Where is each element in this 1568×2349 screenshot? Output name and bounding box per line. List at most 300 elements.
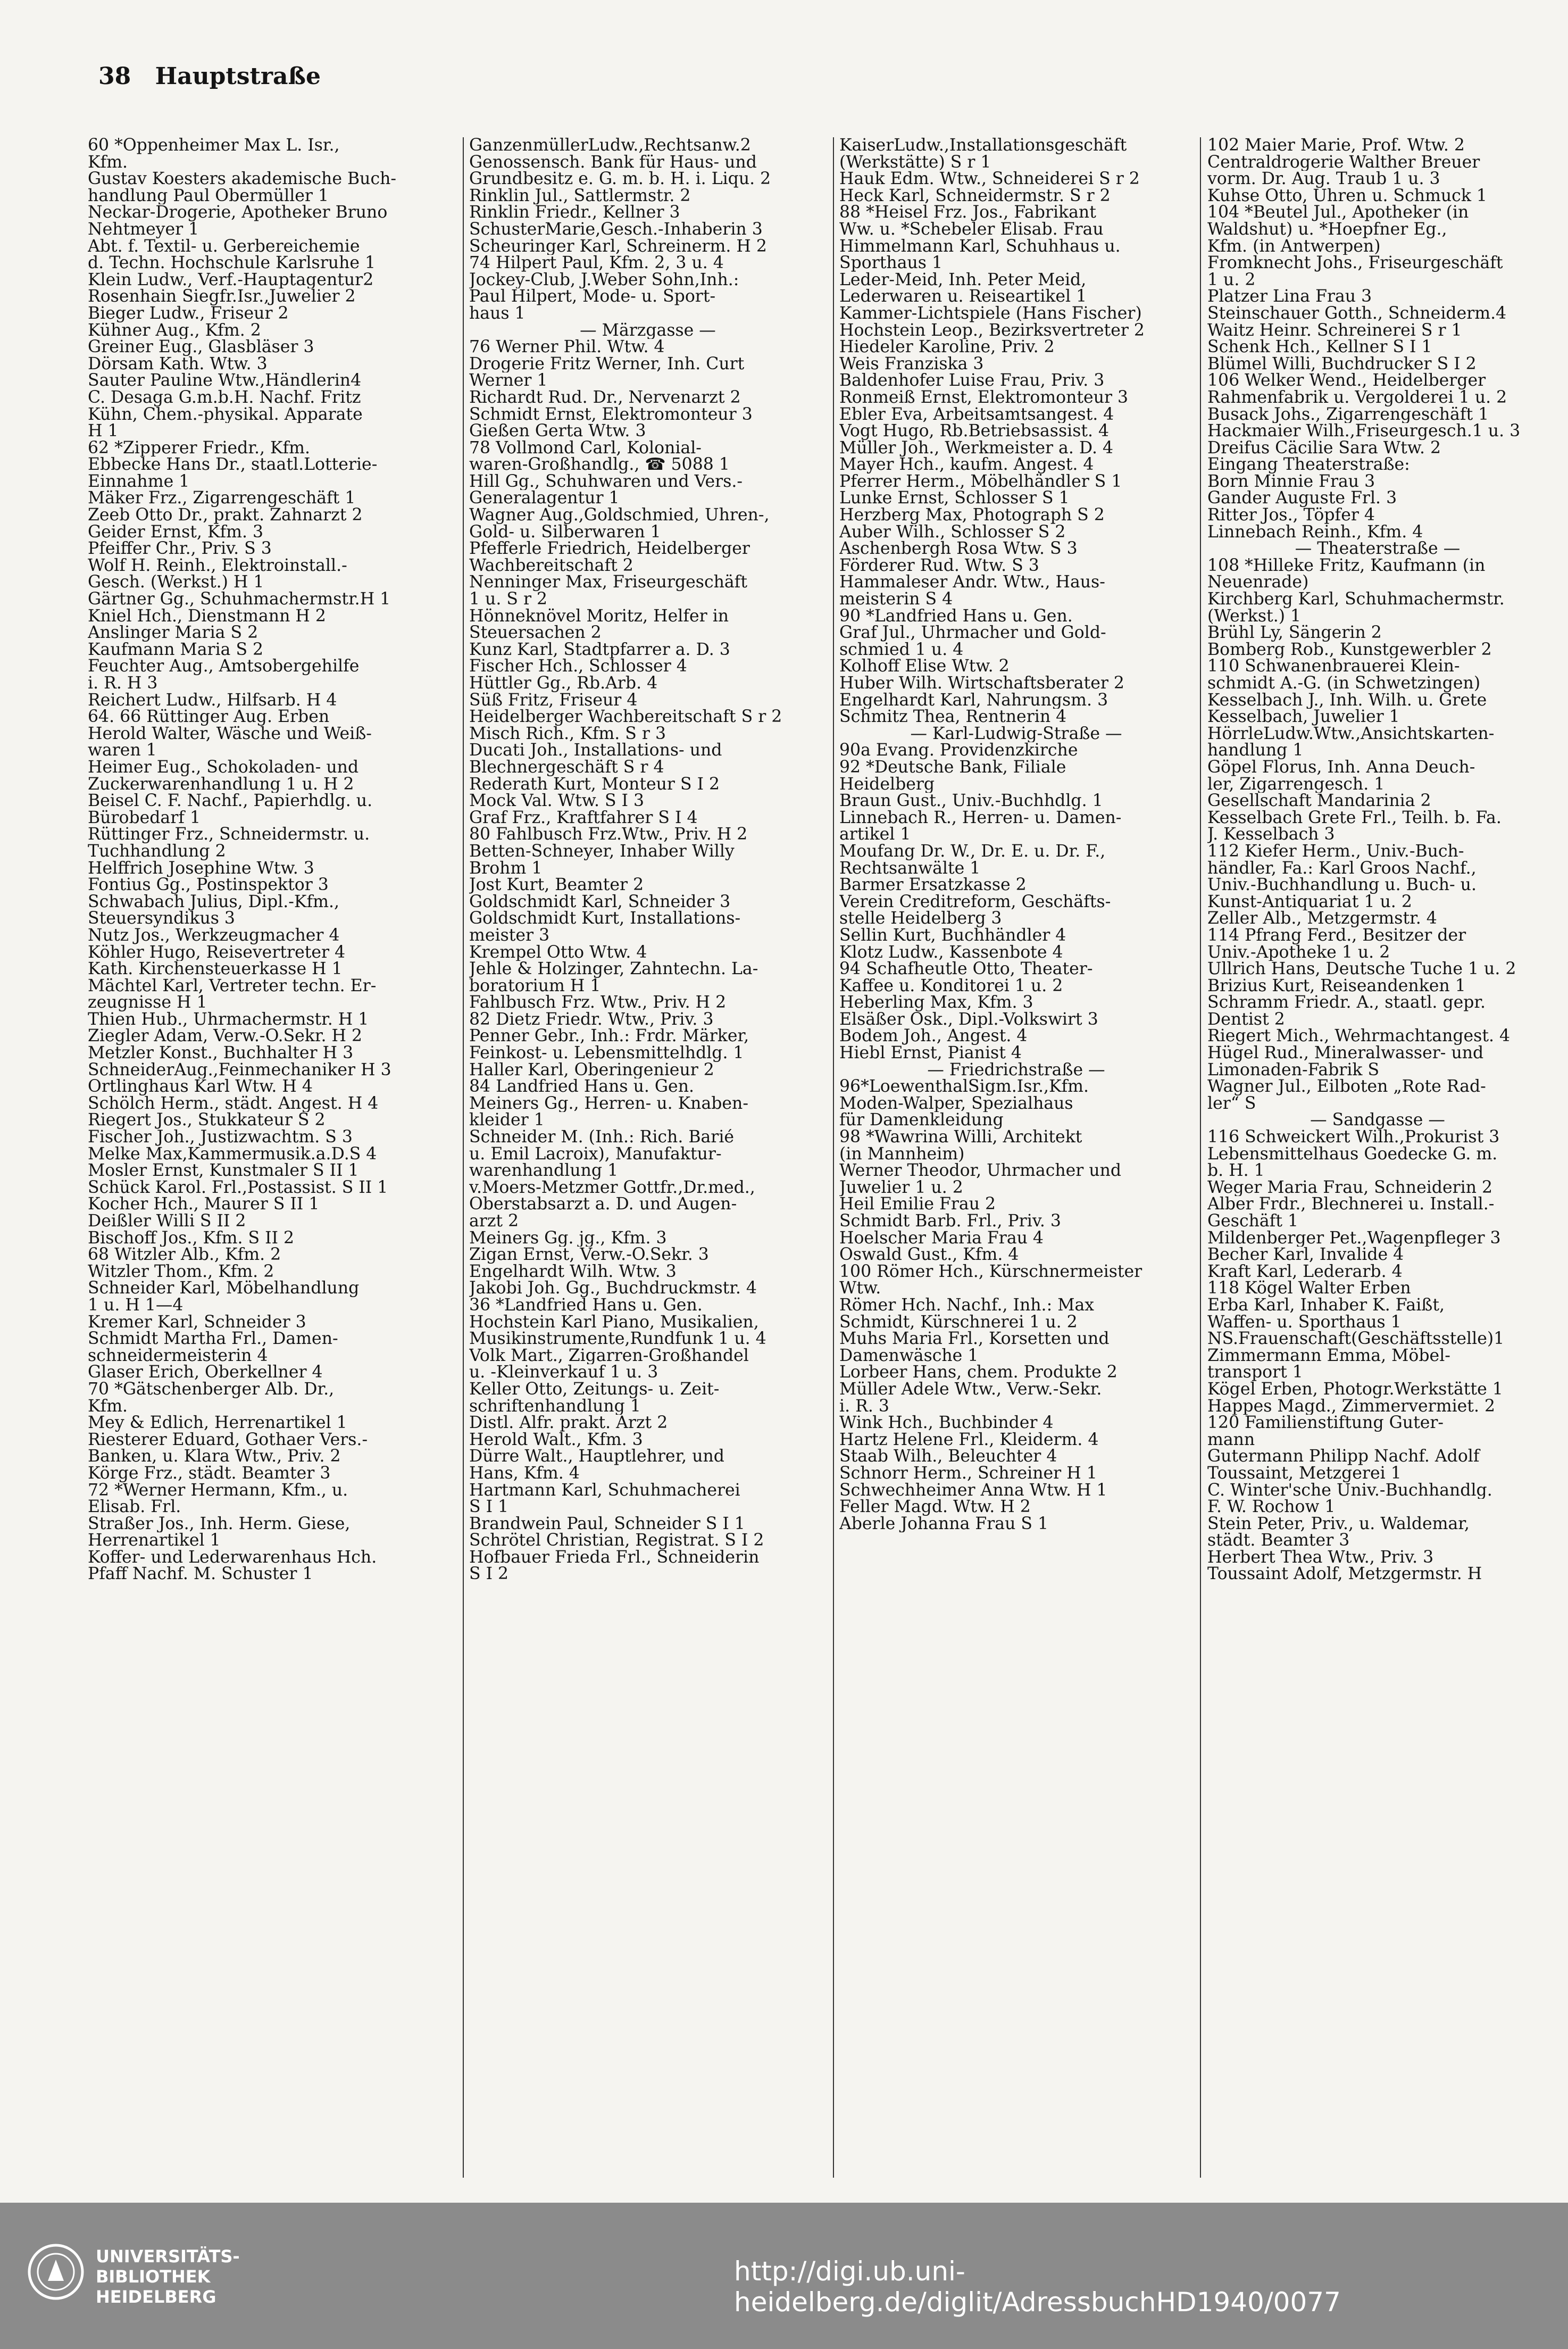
directory-entry-line: Beisel C. F. Nachf., Papierhdlg. u. bbox=[88, 793, 373, 810]
directory-entry-line: Förderer Rud. Wtw. S 3 bbox=[839, 557, 1039, 575]
directory-entry-line: handlung 1 bbox=[1207, 742, 1304, 759]
directory-entry-line: 90 *Landfried Hans u. Gen. bbox=[839, 608, 1073, 625]
directory-entry-line: Fischer Hch., Schlosser 4 bbox=[469, 658, 687, 675]
directory-entry-line: Graf Jul., Uhrmacher und Gold- bbox=[839, 625, 1106, 642]
directory-entry-line: 116 Schweickert Wilh.,Prokurist 3 bbox=[1207, 1129, 1500, 1146]
directory-entry-line: händler, Fa.: Karl Groos Nachf., bbox=[1207, 860, 1477, 877]
directory-entry-line: GanzenmüllerLudw.,Rechtsanw.2 bbox=[469, 137, 751, 154]
directory-entry-line: meisterin S 4 bbox=[839, 591, 953, 608]
directory-entry-line: Kunst-Antiquariat 1 u. 2 bbox=[1207, 893, 1412, 911]
directory-entry-line: waren 1 bbox=[88, 742, 157, 759]
directory-entry-line: Hartz Helene Frl., Kleiderm. 4 bbox=[839, 1431, 1099, 1449]
directory-entry-line: 70 *Gätschenberger Alb. Dr., bbox=[88, 1381, 335, 1398]
directory-entry-line: Volk Mart., Zigarren-Großhandel bbox=[469, 1347, 749, 1365]
directory-entry-line: Wagner Aug.,Goldschmied, Uhren-, bbox=[469, 507, 770, 524]
directory-entry-line: Nehtmeyer 1 bbox=[88, 221, 199, 238]
directory-entry-line: Mock Val. Wtw. S I 3 bbox=[469, 793, 645, 810]
directory-entry-line: transport 1 bbox=[1207, 1364, 1303, 1381]
directory-entry-line: Linnebach Reinh., Kfm. 4 bbox=[1207, 524, 1423, 541]
directory-entry-line: Hofbauer Frieda Frl., Schneiderin bbox=[469, 1549, 760, 1566]
directory-entry-line: b. H. 1 bbox=[1207, 1163, 1265, 1180]
directory-entry-line: Jakobi Joh. Gg., Buchdruckmstr. 4 bbox=[469, 1280, 757, 1297]
directory-entry-line: Generalagentur 1 bbox=[469, 490, 620, 508]
directory-entry-line: Gutermann Philipp Nachf. Adolf bbox=[1207, 1448, 1480, 1465]
directory-entry-line: — Theaterstraße — bbox=[1295, 541, 1461, 558]
directory-entry-line: Waitz Heinr. Schreinerei S r 1 bbox=[1207, 322, 1462, 339]
directory-entry-line: Anslinger Maria S 2 bbox=[88, 625, 258, 642]
directory-entry-line: stelle Heidelberg 3 bbox=[839, 910, 1002, 927]
directory-entry-line: Muhs Maria Frl., Korsetten und bbox=[839, 1331, 1110, 1348]
directory-entry-line: Witzler Thom., Kfm. 2 bbox=[88, 1263, 274, 1281]
directory-entry-line: Melke Max,Kammermusik.a.D.S 4 bbox=[88, 1146, 377, 1163]
directory-entry-line: Ortlinghaus Karl Wtw. H 4 bbox=[88, 1078, 313, 1095]
directory-entry-line: Krempel Otto Wtw. 4 bbox=[469, 944, 647, 961]
directory-entry-line: Grundbesitz e. G. m. b. H. i. Liqu. 2 bbox=[469, 171, 771, 188]
directory-entry-line: Lunke Ernst, Schlosser S 1 bbox=[839, 490, 1070, 508]
directory-entry-line: Hüttler Gg., Rb.Arb. 4 bbox=[469, 675, 658, 692]
directory-entry-line: ler“ S bbox=[1207, 1095, 1256, 1113]
directory-entry-line: Ritter Jos., Töpfer 4 bbox=[1207, 507, 1375, 524]
directory-entry-line: Heidelberg bbox=[839, 776, 935, 793]
directory-entry-line: Oswald Gust., Kfm. 4 bbox=[839, 1247, 1019, 1264]
directory-entry-line: Blechnergeschäft S r 4 bbox=[469, 759, 664, 776]
directory-entry-line: Deißler Willi S II 2 bbox=[88, 1213, 246, 1230]
directory-entry-line: Hans, Kfm. 4 bbox=[469, 1465, 580, 1482]
page-number: 38 bbox=[98, 63, 131, 90]
directory-entry-line: Damenwäsche 1 bbox=[839, 1347, 979, 1365]
directory-entry-line: Toussaint Adolf, Metzgermstr. H bbox=[1207, 1566, 1482, 1583]
directory-entry-line: Kesselbach, Juwelier 1 bbox=[1207, 709, 1400, 726]
directory-entry-line: Herzberg Max, Photograph S 2 bbox=[839, 507, 1105, 524]
directory-entry-line: Süß Fritz, Friseur 4 bbox=[469, 692, 638, 709]
directory-entry-line: Hiedeler Karoline, Priv. 2 bbox=[839, 339, 1055, 356]
directory-entry-line: Kolhoff Elise Wtw. 2 bbox=[839, 658, 1010, 675]
directory-entry-line: Stein Peter, Priv., u. Waldemar, bbox=[1207, 1515, 1470, 1533]
directory-entry-line: Wachbereitschaft 2 bbox=[469, 557, 633, 575]
directory-entry-line: Hiebl Ernst, Pianist 4 bbox=[839, 1045, 1022, 1062]
directory-entry-line: städt. Beamter 3 bbox=[1207, 1532, 1350, 1549]
directory-entry-line: Steuersyndikus 3 bbox=[88, 910, 235, 927]
directory-entry-line: Heidelberger Wachbereitschaft S r 2 bbox=[469, 709, 782, 726]
directory-entry-line: Born Minnie Frau 3 bbox=[1207, 473, 1375, 491]
directory-entry-line: Oberstabsarzt a. D. und Augen- bbox=[469, 1196, 737, 1213]
directory-entry-line: Lebensmittelhaus Goedecke G. m. bbox=[1207, 1146, 1498, 1163]
directory-entry-line: v.Moers-Metzmer Gottfr.,Dr.med., bbox=[469, 1179, 755, 1197]
directory-entry-line: 94 Schafheutle Otto, Theater- bbox=[839, 961, 1093, 978]
directory-entry-line: Nutz Jos., Werkzeugmacher 4 bbox=[88, 927, 340, 944]
directory-entry-line: 36 *Landfried Hans u. Gen. bbox=[469, 1297, 703, 1314]
directory-entry-line: Zeller Alb., Metzgermstr. 4 bbox=[1207, 910, 1437, 927]
directory-entry-line: Kaufmann Maria S 2 bbox=[88, 641, 264, 659]
directory-entry-line: Gesellschaft Mandarinia 2 bbox=[1207, 793, 1431, 810]
directory-entry-line: S I 1 bbox=[469, 1499, 509, 1516]
directory-entry-line: Becher Karl, Invalide 4 bbox=[1207, 1247, 1404, 1264]
viewer-footer bbox=[0, 2203, 1568, 2349]
directory-entry-line: Graf Frz., Kraftfahrer S I 4 bbox=[469, 809, 698, 827]
directory-entry-line: schneidermeisterin 4 bbox=[88, 1347, 268, 1365]
directory-entry-line: Lederwaren u. Reiseartikel 1 bbox=[839, 288, 1087, 305]
directory-entry-line: Schmidt Barb. Frl., Priv. 3 bbox=[839, 1213, 1061, 1230]
directory-entry-line: Pfaff Nachf. M. Schuster 1 bbox=[88, 1566, 313, 1583]
directory-entry-line: zeugnisse H 1 bbox=[88, 994, 207, 1011]
directory-entry-line: Hammaleser Andr. Wtw., Haus- bbox=[839, 574, 1105, 592]
directory-entry-line: Richardt Rud. Dr., Nervenarzt 2 bbox=[469, 389, 741, 406]
column-rule bbox=[463, 137, 464, 2178]
directory-entry-line: mann bbox=[1207, 1431, 1255, 1449]
directory-entry-line: Bodem Joh., Angest. 4 bbox=[839, 1028, 1028, 1045]
directory-entry-line: Greiner Eug., Glasbläser 3 bbox=[88, 339, 314, 356]
directory-entry-line: Auber Wilh., Schlosser S 2 bbox=[839, 524, 1066, 541]
directory-entry-line: KaiserLudw.,Installationsgeschäft bbox=[839, 137, 1127, 154]
directory-entry-line: Klein Ludw., Verf.-Hauptagentur2 bbox=[88, 271, 374, 289]
directory-entry-line: Glaser Erich, Oberkellner 4 bbox=[88, 1364, 323, 1381]
directory-entry-line: Kfm. bbox=[88, 154, 128, 171]
directory-entry-line: Vogt Hugo, Rb.Betriebsassist. 4 bbox=[839, 423, 1110, 440]
directory-entry-line: Köhler Hugo, Reisevertreter 4 bbox=[88, 944, 346, 961]
directory-entry-line: Schück Karol. Frl.,Postassist. S II 1 bbox=[88, 1179, 388, 1197]
directory-entry-line: Toussaint, Metzgerei 1 bbox=[1207, 1465, 1402, 1482]
directory-entry-line: Werner 1 bbox=[469, 372, 548, 389]
directory-entry-line: 1 u. S r 2 bbox=[469, 591, 548, 608]
directory-entry-line: Schmidt Martha Frl., Damen- bbox=[88, 1331, 338, 1348]
directory-entry-line: 62 *Zipperer Friedr., Kfm. bbox=[88, 439, 311, 457]
directory-entry-line: Lorbeer Hans, chem. Produkte 2 bbox=[839, 1364, 1117, 1381]
directory-entry-line: 112 Kiefer Herm., Univ.-Buch- bbox=[1207, 843, 1464, 860]
directory-entry-line: Sauter Pauline Wtw.,Händlerin4 bbox=[88, 372, 362, 389]
directory-entry-line: schriftenhandlung 1 bbox=[469, 1398, 641, 1415]
directory-entry-line: 92 *Deutsche Bank, Filiale bbox=[839, 759, 1066, 776]
directory-entry-line: Kögel Erben, Photogr.Werkstätte 1 bbox=[1207, 1381, 1503, 1398]
directory-entry-line: Gustav Koesters akademische Buch- bbox=[88, 171, 397, 188]
directory-entry-line: u. Emil Lacroix), Manufaktur- bbox=[469, 1146, 722, 1163]
directory-entry-line: Hartmann Karl, Schuhmacherei bbox=[469, 1482, 740, 1499]
directory-entry-line: Pfeiffer Chr., Priv. S 3 bbox=[88, 541, 272, 558]
directory-entry-line: vorm. Dr. Aug. Traub 1 u. 3 bbox=[1207, 171, 1440, 188]
directory-entry-line: Bischoff Jos., Kfm. S II 2 bbox=[88, 1230, 295, 1247]
directory-entry-line: Hauk Edm. Wtw., Schneiderei S r 2 bbox=[839, 171, 1140, 188]
directory-entry-line: Waffen- u. Sporthaus 1 bbox=[1207, 1314, 1402, 1331]
directory-entry-line: 102 Maier Marie, Prof. Wtw. 2 bbox=[1207, 137, 1465, 154]
directory-entry-line: Univ.-Buchhandlung u. Buch- u. bbox=[1207, 877, 1477, 894]
directory-entry-line: Wagner Jul., Eilboten „Rote Rad- bbox=[1207, 1078, 1486, 1095]
directory-entry-line: Schwechheimer Anna Wtw. H 1 bbox=[839, 1482, 1107, 1499]
directory-entry-line: Schneider Karl, Möbelhandlung bbox=[88, 1280, 360, 1297]
directory-entry-line: Weger Maria Frau, Schneiderin 2 bbox=[1207, 1179, 1493, 1197]
directory-entry-line: Musikinstrumente,Rundfunk 1 u. 4 bbox=[469, 1331, 766, 1348]
directory-entry-line: Dürre Walt., Hauptlehrer, und bbox=[469, 1448, 724, 1465]
directory-entry-line: Nenninger Max, Friseurgeschäft bbox=[469, 574, 747, 592]
directory-entry-line: 74 Hilpert Paul, Kfm. 2, 3 u. 4 bbox=[469, 255, 724, 272]
directory-entry-line: J. Kesselbach 3 bbox=[1207, 826, 1335, 843]
directory-entry-line: Schenk Hch., Kellner S I 1 bbox=[1207, 339, 1432, 356]
directory-entry-line: Penner Gebr., Inh.: Frdr. Märker, bbox=[469, 1028, 749, 1045]
directory-entry-line: Riegert Mich., Wehrmachtangest. 4 bbox=[1207, 1028, 1511, 1045]
directory-entry-line: Dreifus Cäcilie Sara Wtw. 2 bbox=[1207, 439, 1441, 457]
directory-entry-line: Busack Johs., Zigarrengeschäft 1 bbox=[1207, 406, 1489, 424]
directory-entry-line: Hönneknövel Moritz, Helfer in bbox=[469, 608, 729, 625]
directory-entry-line: Tuchhandlung 2 bbox=[88, 843, 226, 860]
directory-entry-line: Schwabach Julius, Dipl.-Kfm., bbox=[88, 893, 339, 911]
directory-entry-line: 110 Schwanenbrauerei Klein- bbox=[1207, 658, 1460, 675]
directory-entry-line: 1 u. H 1—4 bbox=[88, 1297, 184, 1314]
directory-entry-line: Schmidt Ernst, Elektromonteur 3 bbox=[469, 406, 753, 424]
directory-entry-line: Goldschmidt Kurt, Installations- bbox=[469, 910, 741, 927]
directory-entry-line: Limonaden-Fabrik S bbox=[1207, 1061, 1380, 1079]
directory-entry-line: Aschenbergh Rosa Wtw. S 3 bbox=[839, 541, 1078, 558]
directory-entry-line: 76 Werner Phil. Wtw. 4 bbox=[469, 339, 665, 356]
directory-entry-line: Misch Rich., Kfm. S r 3 bbox=[469, 725, 666, 743]
directory-entry-line: 64. 66 Rüttinger Aug. Erben bbox=[88, 709, 330, 726]
university-seal-icon bbox=[27, 2243, 85, 2301]
institution-line: UNIVERSITÄTS- bbox=[96, 2246, 240, 2267]
directory-entry-line: warenhandlung 1 bbox=[469, 1163, 619, 1180]
directory-entry-line: Paul Hilpert, Mode- u. Sport- bbox=[469, 288, 716, 305]
directory-entry-line: Alber Frdr., Blechnerei u. Install.- bbox=[1207, 1196, 1495, 1213]
directory-entry-line: Goldschmidt Karl, Schneider 3 bbox=[469, 893, 731, 911]
street-title: Hauptstraße bbox=[155, 63, 321, 90]
directory-entry-line: H 1 bbox=[88, 423, 119, 440]
directory-entry-line: Steuersachen 2 bbox=[469, 625, 602, 642]
directory-entry-line: Brohm 1 bbox=[469, 860, 543, 877]
directory-entry-line: Gold- u. Silberwaren 1 bbox=[469, 524, 661, 541]
directory-entry-line: boratorium H 1 bbox=[469, 977, 601, 995]
directory-entry-line: Heberling Max, Kfm. 3 bbox=[839, 994, 1033, 1011]
directory-entry-line: Neuenrade) bbox=[1207, 574, 1309, 592]
directory-entry-line: 68 Witzler Alb., Kfm. 2 bbox=[88, 1247, 281, 1264]
directory-entry-line: Straßer Jos., Inh. Herm. Giese, bbox=[88, 1515, 351, 1533]
directory-entry-line: 60 *Oppenheimer Max L. Isr., bbox=[88, 137, 340, 154]
directory-entry-line: Göpel Florus, Inh. Anna Deuch- bbox=[1207, 759, 1475, 776]
directory-entry-line: Kniel Hch., Dienstmann H 2 bbox=[88, 608, 326, 625]
directory-entry-line: Barmer Ersatzkasse 2 bbox=[839, 877, 1027, 894]
directory-entry-line: Schneider M. (Inh.: Rich. Barié bbox=[469, 1129, 735, 1146]
directory-entry-line: Brühl Ly, Sängerin 2 bbox=[1207, 625, 1382, 642]
directory-entry-line: Kunz Karl, Stadtpfarrer a. D. 3 bbox=[469, 641, 730, 659]
directory-entry-line: Kuhse Otto, Uhren u. Schmuck 1 bbox=[1207, 187, 1487, 205]
directory-entry-line: waren-Großhandlg., ☎ 5088 1 bbox=[469, 456, 730, 474]
directory-entry-line: Ebler Eva, Arbeitsamtsangest. 4 bbox=[839, 406, 1114, 424]
directory-entry-line: Mildenberger Pet.,Wagenpfleger 3 bbox=[1207, 1230, 1501, 1247]
directory-entry-line: haus 1 bbox=[469, 305, 526, 322]
directory-entry-line: — Märzgasse — bbox=[580, 322, 716, 339]
directory-entry-line: SchneiderAug.,Feinmechaniker H 3 bbox=[88, 1061, 391, 1079]
directory-entry-line: Bieger Ludw., Friseur 2 bbox=[88, 305, 289, 322]
directory-entry-line: Schmidt, Kürschnerei 1 u. 2 bbox=[839, 1314, 1078, 1331]
column-rule bbox=[1200, 137, 1201, 2178]
directory-entry-line: Drogerie Fritz Werner, Inh. Curt bbox=[469, 355, 745, 373]
directory-entry-line: (in Mannheim) bbox=[839, 1146, 965, 1163]
directory-entry-line: Juwelier 1 u. 2 bbox=[839, 1179, 963, 1197]
directory-entry-line: Fahlbusch Frz. Wtw., Priv. H 2 bbox=[469, 994, 727, 1011]
directory-column-3 bbox=[839, 137, 1193, 2180]
column-rule bbox=[833, 137, 834, 2178]
directory-entry-line: Abt. f. Textil- u. Gerbereichemie bbox=[88, 238, 360, 255]
directory-entry-line: Rederath Kurt, Monteur S I 2 bbox=[469, 776, 720, 793]
directory-entry-line: kleider 1 bbox=[469, 1112, 545, 1130]
directory-entry-line: Hoelscher Maria Frau 4 bbox=[839, 1230, 1044, 1247]
directory-entry-line: Ducati Joh., Installations- und bbox=[469, 742, 722, 759]
directory-entry-line: 118 Kögel Walter Erben bbox=[1207, 1280, 1411, 1297]
directory-entry-line: Kocher Hch., Maurer S II 1 bbox=[88, 1196, 320, 1213]
directory-entry-line: Jockey-Club, J.Weber Sohn,Inh.: bbox=[469, 271, 739, 289]
directory-entry-line: Eingang Theaterstraße: bbox=[1207, 456, 1410, 474]
directory-entry-line: Rinklin Friedr., Kellner 3 bbox=[469, 204, 680, 221]
directory-entry-line: — Karl-Ludwig-Straße — bbox=[910, 725, 1122, 743]
directory-entry-line: Zimmermann Emma, Möbel- bbox=[1207, 1347, 1450, 1365]
directory-entry-line: Kath. Kirchensteuerkasse H 1 bbox=[88, 961, 343, 978]
directory-entry-line: Leder-Meid, Inh. Peter Meid, bbox=[839, 271, 1087, 289]
directory-entry-line: Wtw. bbox=[839, 1280, 881, 1297]
directory-entry-line: i. R. H 3 bbox=[88, 675, 158, 692]
directory-entry-line: Braun Gust., Univ.-Buchhdlg. 1 bbox=[839, 793, 1103, 810]
directory-entry-line: Mosler Ernst, Kunstmaler S II 1 bbox=[88, 1163, 359, 1180]
directory-entry-line: Fontius Gg., Postinspektor 3 bbox=[88, 877, 329, 894]
directory-entry-line: Rechtsanwälte 1 bbox=[839, 860, 981, 877]
directory-entry-line: Blümel Willi, Buchdrucker S I 2 bbox=[1207, 355, 1477, 373]
institution-line: HEIDELBERG bbox=[96, 2287, 216, 2307]
directory-entry-line: Dörsam Kath. Wtw. 3 bbox=[88, 355, 268, 373]
directory-entry-line: Thien Hub., Uhrmachermstr. H 1 bbox=[88, 1011, 369, 1028]
directory-entry-line: Dentist 2 bbox=[1207, 1011, 1285, 1028]
directory-entry-line: 80 Fahlbusch Frz.Wtw., Priv. H 2 bbox=[469, 826, 748, 843]
directory-entry-line: Herbert Thea Wtw., Priv. 3 bbox=[1207, 1549, 1434, 1566]
directory-entry-line: Zuckerwarenhandlung 1 u. H 2 bbox=[88, 776, 354, 793]
directory-entry-line: Rinklin Jul., Sattlermstr. 2 bbox=[469, 187, 691, 205]
directory-entry-line: Centraldrogerie Walther Breuer bbox=[1207, 154, 1480, 171]
directory-entry-line: i. R. 3 bbox=[839, 1398, 889, 1415]
directory-entry-line: Sporthaus 1 bbox=[839, 255, 943, 272]
directory-entry-line: 120 Familienstiftung Guter- bbox=[1207, 1415, 1444, 1432]
directory-entry-line: Helffrich Josephine Wtw. 3 bbox=[88, 860, 314, 877]
directory-entry-line: Kesselbach J., Inh. Wilh. u. Grete bbox=[1207, 692, 1487, 709]
directory-entry-line: Riesterer Eduard, Gothaer Vers.- bbox=[88, 1431, 368, 1449]
directory-entry-line: Mächtel Karl, Vertreter techn. Er- bbox=[88, 977, 377, 995]
directory-entry-line: Mäker Frz., Zigarrengeschäft 1 bbox=[88, 490, 356, 508]
directory-entry-line: Brandwein Paul, Schneider S I 1 bbox=[469, 1515, 745, 1533]
directory-entry-line: Baldenhofer Luise Frau, Priv. 3 bbox=[839, 372, 1105, 389]
directory-column-1 bbox=[88, 137, 455, 2180]
directory-entry-line: Hochstein Karl Piano, Musikalien, bbox=[469, 1314, 759, 1331]
directory-entry-line: 100 Römer Hch., Kürschnermeister bbox=[839, 1263, 1142, 1281]
directory-entry-line: 78 Vollmond Carl, Kolonial- bbox=[469, 439, 702, 457]
directory-entry-line: Herrenartikel 1 bbox=[88, 1532, 221, 1549]
directory-entry-line: Schmitz Thea, Rentnerin 4 bbox=[839, 709, 1067, 726]
directory-entry-line: Jehle & Holzinger, Zahntechn. La- bbox=[469, 961, 758, 978]
directory-entry-line: Erba Karl, Inhaber K. Faißt, bbox=[1207, 1297, 1445, 1314]
directory-entry-line: Wolf H. Reinh., Elektroinstall.- bbox=[88, 557, 347, 575]
directory-column-4 bbox=[1207, 137, 1548, 2180]
directory-entry-line: Linnebach R., Herren- u. Damen- bbox=[839, 809, 1122, 827]
directory-entry-line: Fromknecht Johs., Friseurgeschäft bbox=[1207, 255, 1503, 272]
directory-entry-line: d. Techn. Hochschule Karlsruhe 1 bbox=[88, 255, 376, 272]
institution-line: BIBLIOTHEK bbox=[96, 2267, 211, 2287]
directory-entry-line: Waldshut) u. *Hoepfner Eg., bbox=[1207, 221, 1447, 238]
directory-entry-line: 72 *Werner Hermann, Kfm., u. bbox=[88, 1482, 348, 1499]
directory-entry-line: Geider Ernst, Kfm. 3 bbox=[88, 524, 264, 541]
directory-entry-line: Zigan Ernst, Verw.-O.Sekr. 3 bbox=[469, 1247, 709, 1264]
directory-entry-line: Hill Gg., Schuhwaren und Vers.- bbox=[469, 473, 743, 491]
directory-entry-line: Mey & Edlich, Herrenartikel 1 bbox=[88, 1415, 347, 1432]
directory-entry-line: schmidt A.-G. (in Schwetzingen) bbox=[1207, 675, 1481, 692]
directory-entry-line: Schramm Friedr. A., staatl. gepr. bbox=[1207, 994, 1486, 1011]
directory-entry-line: Betten-Schneyer, Inhaber Willy bbox=[469, 843, 735, 860]
directory-entry-line: Sellin Kurt, Buchhändler 4 bbox=[839, 927, 1066, 944]
directory-entry-line: Keller Otto, Zeitungs- u. Zeit- bbox=[469, 1381, 720, 1398]
directory-entry-line: 98 *Wawrina Willi, Architekt bbox=[839, 1129, 1082, 1146]
directory-entry-line: Meiners Gg. jg., Kfm. 3 bbox=[469, 1230, 667, 1247]
directory-entry-line: Meiners Gg., Herren- u. Knaben- bbox=[469, 1095, 748, 1113]
directory-entry-line: Geschäft 1 bbox=[1207, 1213, 1299, 1230]
directory-entry-line: — Friedrichstraße — bbox=[927, 1061, 1105, 1079]
directory-entry-line: Happes Magd., Zimmervermiet. 2 bbox=[1207, 1398, 1496, 1415]
directory-entry-line: meister 3 bbox=[469, 927, 550, 944]
directory-entry-line: Müller Adele Wtw., Verw.-Sekr. bbox=[839, 1381, 1102, 1398]
permalink-url[interactable]: http://digi.ub.uni-heidelberg.de/diglit/AdressbuchHD1940/0077 bbox=[734, 2256, 1341, 2318]
directory-entry-line: Verein Creditreform, Geschäfts- bbox=[839, 893, 1111, 911]
directory-entry-line: Gesch. (Werkst.) H 1 bbox=[88, 574, 264, 592]
directory-entry-line: 84 Landfried Hans u. Gen. bbox=[469, 1078, 694, 1095]
directory-entry-line: schmied 1 u. 4 bbox=[839, 641, 964, 659]
directory-entry-line: Ww. u. *Schebeler Elisab. Frau bbox=[839, 221, 1104, 238]
directory-entry-line: Ronmeiß Ernst, Elektromonteur 3 bbox=[839, 389, 1129, 406]
directory-entry-line: Heck Karl, Schneidermstr. S r 2 bbox=[839, 187, 1111, 205]
directory-entry-line: Pferrer Herm., Möbelhändler S 1 bbox=[839, 473, 1122, 491]
directory-entry-line: Fischer Joh., Justizwachtm. S 3 bbox=[88, 1129, 353, 1146]
directory-entry-line: Einnahme 1 bbox=[88, 473, 190, 491]
directory-entry-line: 88 *Heisel Frz. Jos., Fabrikant bbox=[839, 204, 1096, 221]
directory-entry-line: Huber Wilh. Wirtschaftsberater 2 bbox=[839, 675, 1124, 692]
directory-entry-line: Bomberg Rob., Kunstgewerbler 2 bbox=[1207, 641, 1492, 659]
directory-entry-line: Gander Auguste Frl. 3 bbox=[1207, 490, 1397, 508]
directory-entry-line: Klotz Ludw., Kassenbote 4 bbox=[839, 944, 1063, 961]
directory-entry-line: Rüttinger Frz., Schneidermstr. u. bbox=[88, 826, 370, 843]
directory-entry-line: Genossensch. Bank für Haus- und bbox=[469, 154, 757, 171]
directory-entry-line: Reichert Ludw., Hilfsarb. H 4 bbox=[88, 692, 337, 709]
directory-entry-line: (Werkst.) 1 bbox=[1207, 608, 1302, 625]
directory-entry-line: Feller Magd. Wtw. H 2 bbox=[839, 1499, 1031, 1516]
directory-entry-line: u. -Kleinverkauf 1 u. 3 bbox=[469, 1364, 658, 1381]
directory-entry-line: S I 2 bbox=[469, 1566, 509, 1583]
directory-entry-line: C. Winter'sche Univ.-Buchhandlg. bbox=[1207, 1482, 1492, 1499]
directory-entry-line: für Damenkleidung bbox=[839, 1112, 1004, 1130]
directory-entry-line: 90a Evang. Providenzkirche bbox=[839, 742, 1078, 759]
directory-entry-line: Weis Franziska 3 bbox=[839, 355, 984, 373]
directory-entry-line: 108 *Hilleke Fritz, Kaufmann (in bbox=[1207, 557, 1486, 575]
directory-entry-line: NS.Frauenschaft(Geschäftsstelle)1 bbox=[1207, 1331, 1505, 1348]
directory-entry-line: Heimer Eug., Schokoladen- und bbox=[88, 759, 359, 776]
directory-entry-line: Kühn, Chem.-physikal. Apparate bbox=[88, 406, 363, 424]
directory-entry-line: Kremer Karl, Schneider 3 bbox=[88, 1314, 306, 1331]
directory-entry-line: Kühner Aug., Kfm. 2 bbox=[88, 322, 261, 339]
directory-entry-line: Elsäßer Osk., Dipl.-Volkswirt 3 bbox=[839, 1011, 1098, 1028]
directory-entry-line: Mayer Hch., kaufm. Angest. 4 bbox=[839, 456, 1094, 474]
directory-entry-line: Wink Hch., Buchbinder 4 bbox=[839, 1415, 1054, 1432]
directory-entry-line: Bürobedarf 1 bbox=[88, 809, 201, 827]
directory-column-2 bbox=[469, 137, 827, 2180]
directory-entry-line: Himmelmann Karl, Schuhhaus u. bbox=[839, 238, 1121, 255]
directory-entry-line: Elisab. Frl. bbox=[88, 1499, 181, 1516]
directory-entry-line: Körge Frz., städt. Beamter 3 bbox=[88, 1465, 331, 1482]
directory-entry-line: Platzer Lina Frau 3 bbox=[1207, 288, 1372, 305]
directory-entry-line: Feinkost- u. Lebensmittelhdlg. 1 bbox=[469, 1045, 744, 1062]
directory-entry-line: Staab Wilh., Beleuchter 4 bbox=[839, 1448, 1057, 1465]
directory-entry-line: Hochstein Leop., Bezirksvertreter 2 bbox=[839, 322, 1145, 339]
directory-entry-line: Engelhardt Wilh. Wtw. 3 bbox=[469, 1263, 677, 1281]
directory-entry-line: Neckar-Drogerie, Apotheker Bruno bbox=[88, 204, 388, 221]
directory-entry-line: arzt 2 bbox=[469, 1213, 519, 1230]
directory-entry-line: Riegert Jos., Stukkateur S 2 bbox=[88, 1112, 326, 1130]
directory-entry-line: Kfm. bbox=[88, 1398, 128, 1415]
